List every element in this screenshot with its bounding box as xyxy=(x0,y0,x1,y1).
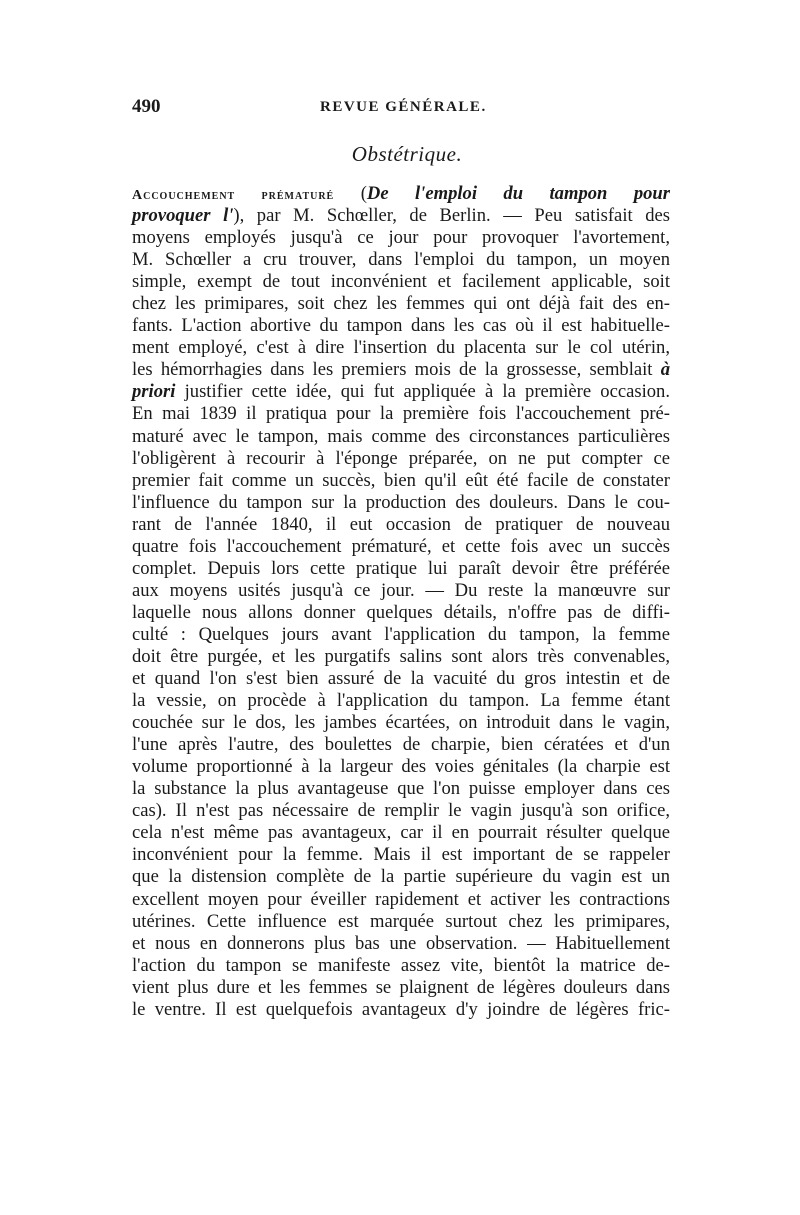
text-line: que la distension complète de la partie supérieure du vagin est un xyxy=(132,866,670,888)
text-segment: justifier cette idée, qui fut appliquée à la première occasion. xyxy=(184,381,670,403)
text-line: l'influence du tampon sur la production des douleurs. Dans le cou- xyxy=(132,491,670,513)
text-segment: les hémorrhagies dans les premiers mois de la grossesse, semblait xyxy=(132,359,653,381)
text-line: volume proportionné à la largeur des voies génitales (la charpie est xyxy=(132,756,670,778)
text-line: rant de l'année 1840, il eut occasion de pratiquer de nouveau xyxy=(132,513,670,535)
a-priori-word-1: à xyxy=(660,359,670,381)
article-second-line xyxy=(132,205,670,227)
text-line: l'une après l'autre, des boulettes de charpie, bien cératées et d'un xyxy=(132,734,670,756)
page-number: 490 xyxy=(132,96,161,117)
text-line: M. Schœller a cru trouver, dans l'emploi du tampon, un moyen xyxy=(132,249,670,271)
article-first-line xyxy=(132,183,670,205)
text-line: inconvénient pour la femme. Mais il est important de se rappeler xyxy=(132,844,670,866)
article-subtitle-part1: De l'emploi du tampon pour xyxy=(366,183,670,204)
text-line: cela n'est même pas avantageux, car il en pourrait résulter quelque xyxy=(132,822,670,844)
text-line: moyens employés jusqu'à ce jour pour provoquer l'avortement, xyxy=(132,227,670,249)
text-line-a-priori-2 xyxy=(132,381,670,403)
text-line: doit être purgée, et les purgatifs salins sont alors très convenables, xyxy=(132,645,670,667)
text-line: maturé avec le tampon, mais comme des circonstances particulières xyxy=(132,425,670,447)
text-line-a-priori-1 xyxy=(132,359,670,381)
text-line: l'action du tampon se manifeste assez vite, bientôt la matrice de- xyxy=(132,954,670,976)
text-line: quatre fois l'accouchement prématuré, et cette fois avec un succès xyxy=(132,535,670,557)
journal-title: REVUE GÉNÉRALE. xyxy=(320,99,487,115)
text-line: complet. Depuis lors cette pratique lui paraît devoir être préférée xyxy=(132,557,670,579)
text-line: culté : Quelques jours avant l'application du tampon, la femme xyxy=(132,623,670,645)
text-line: chez les primipares, soit chez les femmes qui ont déjà fait des en- xyxy=(132,293,670,315)
running-head xyxy=(132,96,670,124)
text-line: aux moyens usités jusqu'à ce jour. — Du reste la manœuvre sur xyxy=(132,579,670,601)
text-line: premier fait comme un succès, bien qu'il eût été facile de constater xyxy=(132,469,670,491)
a-priori-word-2: priori xyxy=(132,381,176,403)
article-subtitle-part2: provoquer l' xyxy=(132,205,234,227)
section-title: Obstétrique. xyxy=(351,142,463,166)
after-subtitle: ), par M. Schœller, de Berlin. — Peu satisfait des xyxy=(233,205,670,227)
text-line: la vessie, on procède à l'application du tampon. La femme étant xyxy=(132,690,670,712)
text-line: ment employé, c'est à dire l'insertion du placenta sur le col utérin, xyxy=(132,337,670,359)
text-line: cas). Il n'est pas nécessaire de remplir le vagin jusqu'à son orifice, xyxy=(132,800,670,822)
text-line: le ventre. Il est quelquefois avantageux d'y joindre de légères fric- xyxy=(132,998,670,1020)
text-line: excellent moyen pour éveiller rapidement et activer les contractions xyxy=(132,888,670,910)
text-line: simple, exempt de tout inconvénient et facilement applicable, soit xyxy=(132,271,670,293)
text-line: utérines. Cette influence est marquée surtout chez les primipares, xyxy=(132,910,670,932)
text-line: l'obligèrent à recourir à l'éponge préparée, on ne put compter ce xyxy=(132,447,670,469)
text-line: la substance la plus avantageuse que l'on puisse employer dans ces xyxy=(132,778,670,800)
text-line: En mai 1839 il pratiqua pour la première fois l'accouchement pré- xyxy=(132,403,670,425)
document-page xyxy=(132,96,670,1021)
article-body xyxy=(132,183,670,1021)
text-line: et quand l'on s'est bien assuré de la vacuité du gros intestin et de xyxy=(132,668,670,690)
text-line: et nous en donnerons plus bas une observation. — Habituellement xyxy=(132,932,670,954)
text-line: couchée sur le dos, les jambes écartées, on introduit dans le vagin, xyxy=(132,712,670,734)
text-line: vient plus dure et les femmes se plaignent de légères douleurs dans xyxy=(132,976,670,998)
text-line: fants. L'action abortive du tampon dans les cas où il est habituelle- xyxy=(132,315,670,337)
article-heading: Accouchement prématuré xyxy=(132,188,335,203)
subtitle-open-paren: ( xyxy=(360,183,367,204)
text-line: laquelle nous allons donner quelques détails, n'offre pas de diffi- xyxy=(132,601,670,623)
